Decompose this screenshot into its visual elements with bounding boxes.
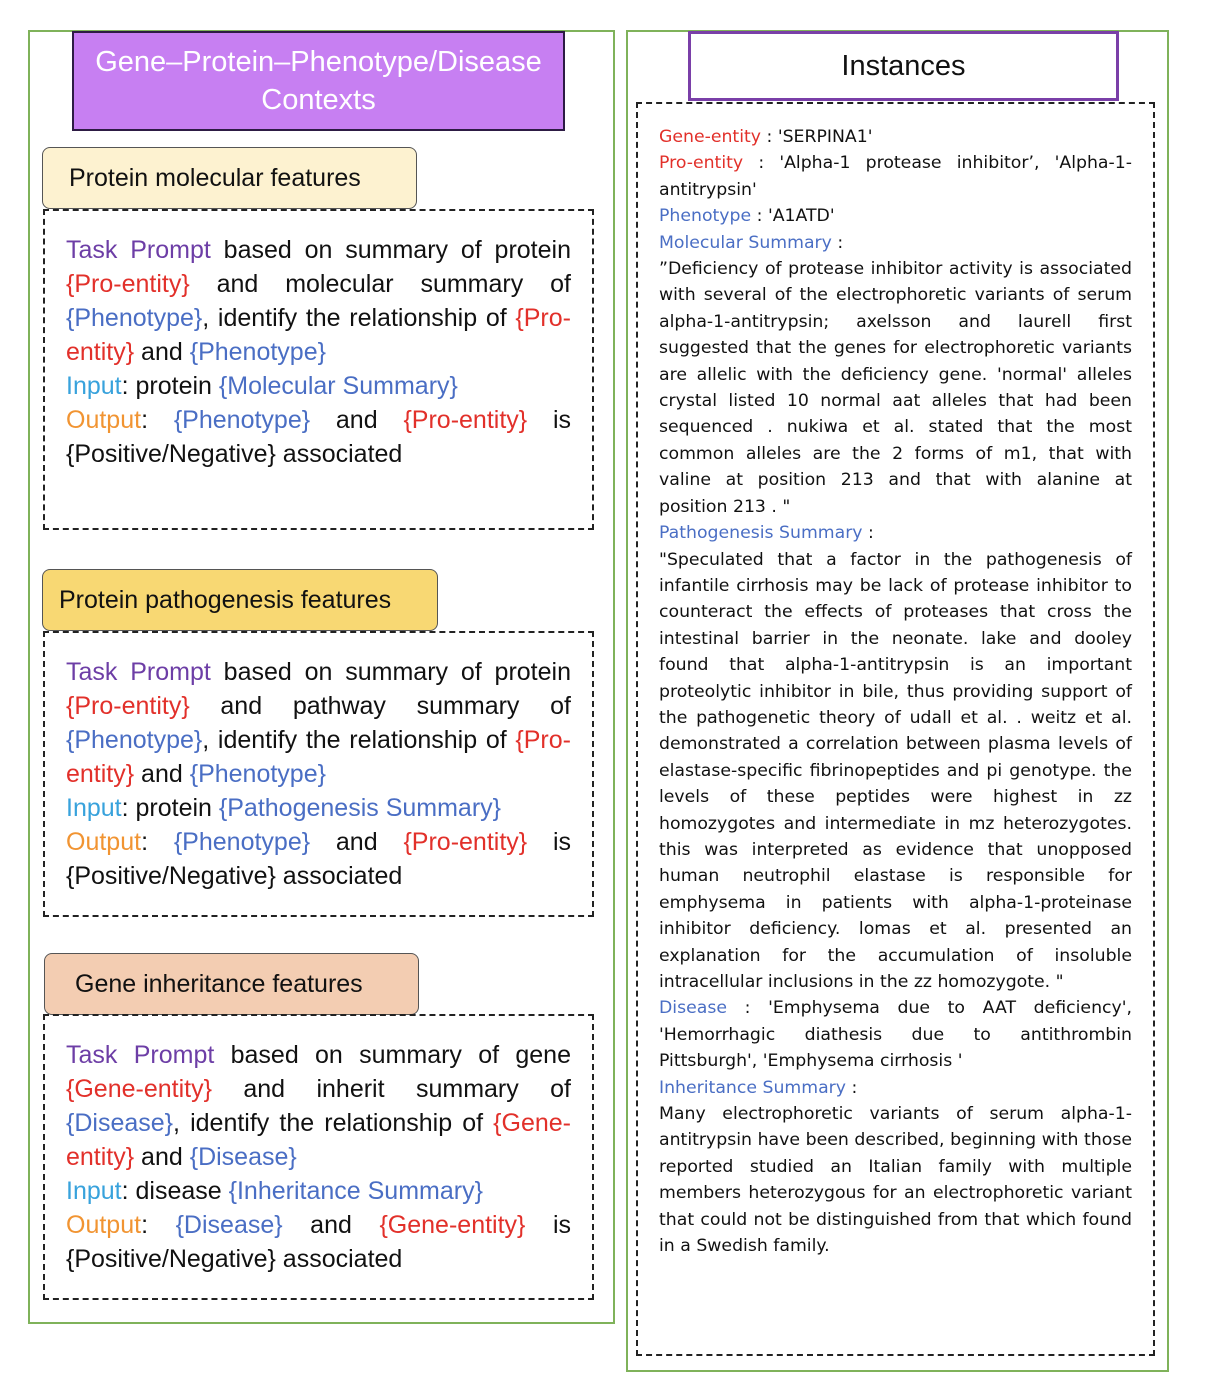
phenotype-line [659, 203, 1132, 229]
molecular-summary-label: Molecular Summary [659, 232, 832, 253]
task-text: and inherit summary of [211, 1075, 571, 1103]
inheritance-summary-label: Inheritance Summary [659, 1077, 846, 1098]
input-text: : protein [121, 372, 219, 400]
entity-pro: {Pro-entity} [403, 828, 528, 856]
entity-pro: {Pro-entity} [66, 692, 190, 720]
left-title [72, 31, 565, 131]
entity-disease: {Disease} [189, 1143, 297, 1171]
task-text: based on summary of gene [214, 1041, 571, 1069]
entity-phenotype: {Phenotype} [66, 304, 203, 332]
entity-phenotype: {Phenotype} [66, 726, 203, 754]
separator: : [831, 232, 844, 253]
output-label: Output [66, 828, 142, 856]
task-prompt [66, 1038, 571, 1174]
section-header-molecular: Protein molecular features [42, 147, 417, 209]
disease-label: Disease [659, 998, 727, 1019]
inheritance-summary-heading [659, 1075, 1132, 1101]
right-title: Instances [688, 31, 1119, 101]
task-text: and molecular summary of [189, 270, 571, 298]
entity-phenotype: {Phenotype} [189, 760, 326, 788]
left-title-line1: Gene–Protein–Phenotype/Disease [95, 46, 542, 78]
output-text: and [282, 1211, 380, 1239]
inheritance-summary-text: Many electrophoretic variants of serum alpha-1-antitrypsin have been described, beginning with those reported studied an Italian family with multiple members heterozygous for an electrophoretic variant that could not be distinguished from that which found in a Swedish family. [659, 1104, 1132, 1257]
output-text: : [141, 1211, 176, 1239]
task-text: and [134, 1143, 190, 1171]
input-text: : protein [121, 794, 219, 822]
entity-gene: {Gene-entity} [379, 1211, 526, 1239]
output-text: is {Positive/Negative} associated [66, 406, 571, 468]
disease-value: : 'Emphysema due to AAT deficiency', 'Hemorrhagic diathesis due to antithrombin Pittsburgh', 'Emphysema cirrhosis ' [659, 998, 1132, 1072]
pro-entity-line [659, 150, 1132, 203]
entity-pro: {Pro-entity} [66, 726, 571, 788]
task-text: , identify the relationship of [202, 304, 516, 332]
output-line [66, 1208, 571, 1276]
entity-phenotype: {Phenotype} [173, 828, 311, 856]
task-prompt [66, 233, 571, 369]
section-box-molecular [43, 209, 594, 530]
entity-gene: {Gene-entity} [66, 1075, 212, 1103]
phenotype-value: : 'A1ATD' [751, 206, 835, 227]
separator: : [846, 1077, 858, 1098]
pro-entity-label: Pro-entity [659, 153, 744, 174]
pathogenesis-summary-text: "Speculated that a factor in the pathogenesis of infantile cirrhosis may be lack of protease inhibitor to counteract the effects of proteases that cross the intestinal barrier in the neonate. lake and dooley found that alpha-1-antitrypsin is an important proteolytic inhibitor in bile, thus providing support of the pathogenetic theory of udall et al. . weitz et al. demonstrated a correlation between plasma levels of elastase-specific fibrinopeptides and pi genotype. the levels of these peptides were highest in zz homozygotes and intermediate in mz heterozygotes. this was interpreted as evidence that unopposed human neutrophil elastase is responsible for emphysema in patients with alpha-1-proteinase inhibitor deficiency. lomas et al. presented an explanation for the accumulation of insoluble intracellular inclusions in the zz homozygote. " [659, 549, 1132, 992]
molecular-summary-heading [659, 230, 1132, 256]
entity-pro: {Pro-entity} [66, 304, 571, 366]
task-text: based on summary of protein [210, 658, 571, 686]
section-box-inheritance [43, 1014, 594, 1300]
molecular-summary-text: ”Deficiency of protease inhibitor activity is associated with several of the electrophoretic variants of serum alpha-1-antitrypsin; axelsson and laurell first suggested that the genes for electrophoretic variants are allelic with the deficiency gene. 'normal' alleles crystal listed 10 normal aat alleles that had been sequenced . nukiwa et al. stated that the most common alleles are the 2 forms of m1, that with valine at position 213 and that with alanine at position 213 . " [659, 259, 1132, 517]
section-header-pathogenesis: Protein pathogenesis features [42, 569, 438, 631]
input-label: Input [66, 1177, 122, 1205]
task-text: , identify the relationship of [173, 1109, 494, 1137]
output-label: Output [66, 406, 142, 434]
entity-pro: {Pro-entity} [403, 406, 528, 434]
gene-entity-line [659, 124, 1132, 150]
output-line [66, 403, 571, 471]
entity-summary: {Pathogenesis Summary} [218, 794, 501, 822]
task-label: Task Prompt [66, 1041, 215, 1069]
task-text: and [134, 338, 190, 366]
entity-gene: {Gene-entity} [66, 1109, 571, 1171]
separator: : [862, 523, 874, 544]
output-text: : [141, 828, 174, 856]
entity-disease: {Disease} [175, 1211, 283, 1239]
output-line [66, 825, 571, 893]
input-label: Input [66, 372, 122, 400]
pro-entity-value: : 'Alpha-1 protease inhibitor’, 'Alpha-1-antitrypsin' [659, 153, 1132, 200]
input-label: Input [66, 794, 122, 822]
entity-summary: {Molecular Summary} [218, 372, 458, 400]
entity-phenotype: {Phenotype} [189, 338, 326, 366]
entity-phenotype: {Phenotype} [173, 406, 311, 434]
input-text: : disease [121, 1177, 229, 1205]
input-line [66, 369, 571, 403]
task-text: , identify the relationship of [202, 726, 516, 754]
task-text: and pathway summary of [189, 692, 571, 720]
task-prompt [66, 655, 571, 791]
instances-box [636, 102, 1155, 1356]
output-text: and [310, 828, 404, 856]
pathogenesis-summary-heading [659, 520, 1132, 546]
output-text: and [310, 406, 404, 434]
disease-line [659, 995, 1132, 1074]
entity-summary: {Inheritance Summary} [228, 1177, 483, 1205]
entity-disease: {Disease} [66, 1109, 174, 1137]
output-label: Output [66, 1211, 142, 1239]
phenotype-label: Phenotype [659, 206, 752, 227]
task-text: based on summary of protein [210, 236, 571, 264]
output-text: : [141, 406, 174, 434]
task-label: Task Prompt [66, 236, 211, 264]
left-title-line2: Contexts [261, 84, 376, 116]
output-text: is {Positive/Negative} associated [66, 1211, 572, 1273]
task-label: Task Prompt [66, 658, 211, 686]
pathogenesis-summary-label: Pathogenesis Summary [659, 523, 863, 544]
output-text: is {Positive/Negative} associated [66, 828, 571, 890]
input-line [66, 791, 571, 825]
task-text: and [134, 760, 190, 788]
entity-pro: {Pro-entity} [66, 270, 190, 298]
input-line [66, 1174, 571, 1208]
gene-entity-label: Gene-entity [659, 127, 762, 147]
section-box-pathogenesis [43, 631, 594, 917]
section-header-inheritance: Gene inheritance features [44, 953, 419, 1015]
gene-entity-value: : 'SERPINA1' [761, 127, 873, 147]
